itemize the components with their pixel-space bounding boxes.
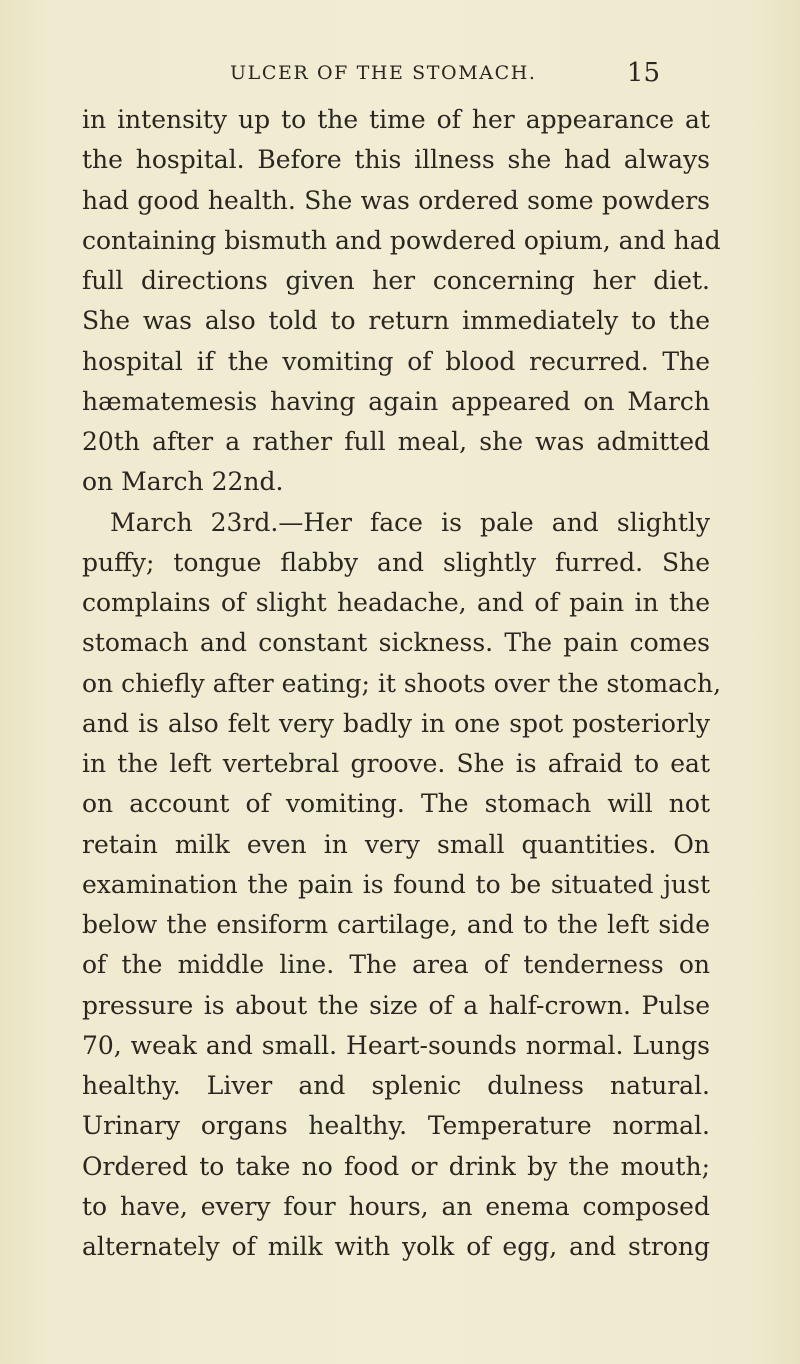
text-line: of the middle line. The area of tenderness on	[82, 950, 710, 980]
text-line: to have, every four hours, an enema composed	[82, 1191, 710, 1221]
text-line: containing bismuth and powdered opium, and had	[82, 225, 721, 255]
running-head	[120, 58, 660, 88]
text-line: stomach and constant sickness. The pain comes	[82, 628, 710, 658]
text-line: pressure is about the size of a half-crown. Pulse	[82, 990, 710, 1020]
text-line: and is also felt very badly in one spot posteriorly	[82, 708, 710, 738]
text-line: full directions given her concerning her diet.	[82, 266, 710, 295]
text-line: alternately of milk with yolk of egg, and strong	[82, 1232, 710, 1261]
text-line: examination the pain is found to be situated just	[82, 869, 710, 899]
text-line: had good health. She was ordered some powders	[82, 185, 710, 215]
text-line: Urinary organs healthy. Temperature normal.	[82, 1111, 710, 1141]
text-line: complains of slight headache, and of pain in the	[82, 588, 710, 617]
text-line: healthy. Liver and splenic dulness natural.	[82, 1071, 710, 1100]
text-line: the hospital. Before this illness she had always	[82, 145, 710, 175]
text-line: Ordered to take no food or drink by the mouth;	[82, 1151, 710, 1181]
text-line: hospital if the vomiting of blood recurred. The	[82, 346, 710, 376]
text-line: 70, weak and small. Heart-sounds normal. Lungs	[82, 1030, 710, 1060]
text-line: March 23rd.—Her face is pale and slightly	[110, 507, 710, 537]
text-line: hæmatemesis having again appeared on March	[82, 386, 710, 416]
text-line: puffy; tongue flabby and slightly furred. She	[82, 547, 710, 577]
text-line: retain milk even in very small quantities. On	[82, 829, 710, 859]
text-line: on account of vomiting. The stomach will not	[82, 789, 710, 819]
text-line: on chiefly after eating; it shoots over the stomach,	[82, 668, 722, 698]
body-text	[82, 100, 722, 1267]
text-line: 20th after a rather full meal, she was admitted	[82, 427, 710, 456]
text-line: She was also told to return immediately to the	[82, 306, 710, 336]
text-line: below the ensiform cartilage, and to the left side	[82, 910, 710, 939]
running-title: ULCER OF THE STOMACH.	[230, 62, 537, 84]
page-number: 15	[626, 58, 660, 88]
text-line: in intensity up to the time of her appearance at	[82, 105, 710, 134]
text-line: in the left vertebral groove. She is afraid to eat	[82, 749, 710, 778]
text-line: on March 22nd.	[82, 467, 284, 497]
